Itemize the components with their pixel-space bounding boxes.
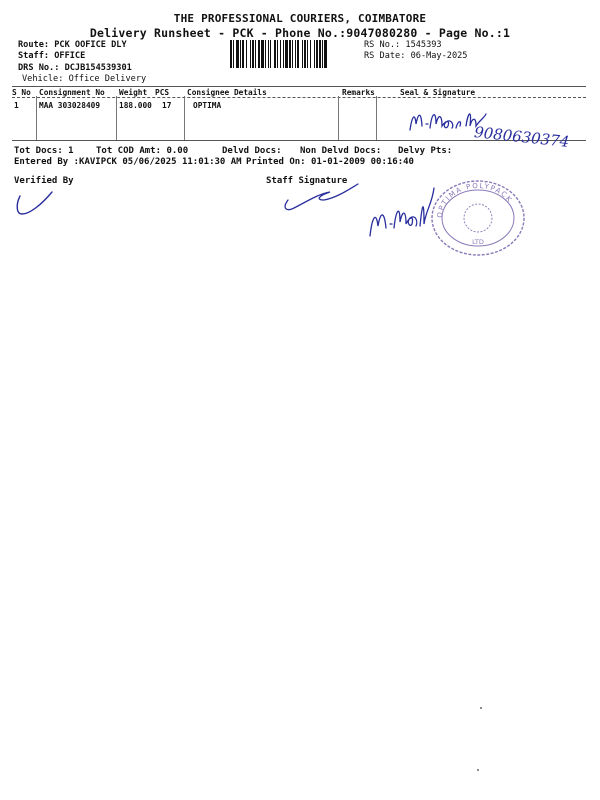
header-consignment-no: Consignment No: [39, 88, 105, 97]
barcode-bar: [233, 40, 234, 68]
stamp-bottom-text: LTD: [472, 238, 484, 246]
header-sno: S No: [12, 88, 31, 97]
barcode-bar: [270, 40, 271, 68]
col-divider: [376, 96, 377, 140]
row-weight: 188.000: [119, 101, 152, 110]
drs-number: DRS No.: DCJB154539301: [18, 63, 132, 73]
barcode-bar: [314, 40, 315, 68]
barcode-bar: [324, 40, 327, 68]
runsheet-title: Delivery Runsheet - PCK - Phone No.:9047080280 - Page No.:1: [89, 26, 511, 40]
staff-signature-mark: [278, 178, 362, 214]
rs-date: RS Date: 06-May-2025: [364, 51, 468, 61]
delivered-docs: Delvd Docs:: [222, 146, 282, 156]
barcode-bar: [240, 40, 241, 68]
stamp-outer-text: OPTIMA POLYPACK: [435, 181, 515, 219]
barcode-bar: [277, 40, 278, 68]
scan-speck: [477, 769, 479, 771]
barcode-bar: [319, 40, 321, 68]
barcode-bar: [283, 40, 284, 68]
barcode-bar: [292, 40, 293, 68]
header-seal-signature: Seal & Signature: [400, 88, 476, 97]
barcode-bar: [295, 40, 296, 68]
staff-line: Staff: OFFICE: [18, 51, 86, 61]
printed-on: Printed On: 01-01-2009 00:16:40: [246, 157, 414, 167]
barcode-bar: [304, 40, 306, 68]
entered-by: Entered By :KAVIPCK 05/06/2025 11:01:30 AM: [14, 157, 242, 167]
delivery-points: Delvy Pts:: [398, 146, 453, 156]
table-top-rule: [12, 86, 586, 87]
stamp-signature: [366, 186, 436, 242]
barcode-bar: [307, 40, 308, 68]
scan-speck: [480, 707, 482, 709]
barcode-bar: [261, 40, 264, 68]
col-divider: [184, 96, 185, 140]
barcode-bar: [316, 40, 318, 68]
barcode-bar: [246, 40, 247, 68]
barcode-bar: [265, 40, 266, 68]
rs-number: RS No.: 1545393: [364, 40, 442, 50]
verified-by-label: Verified By: [14, 176, 74, 186]
row-sno: 1: [14, 101, 19, 110]
non-delivered-docs: Non Delvd Docs:: [300, 146, 382, 156]
company-title: THE PROFESSIONAL COURIERS, COIMBATORE: [173, 12, 427, 25]
barcode-bar: [258, 40, 260, 68]
barcode-bar: [289, 40, 291, 68]
total-cod-amount: Tot COD Amt: 0.00: [96, 146, 189, 156]
barcode-bar: [252, 40, 254, 68]
header-remarks: Remarks: [342, 88, 375, 97]
total-docs: Tot Docs: 1: [14, 146, 74, 156]
route-line: Route: PCK OOFICE DLY: [18, 40, 127, 50]
header-weight: Weight: [119, 88, 148, 97]
barcode-bar: [268, 40, 269, 68]
barcode-bar: [302, 40, 303, 68]
barcode-bar: [242, 40, 244, 68]
barcode-bar: [230, 40, 232, 68]
barcode-bar: [310, 40, 311, 68]
barcode-bar: [236, 40, 239, 68]
col-divider: [116, 96, 117, 140]
barcode-bar: [285, 40, 288, 68]
barcode-bar: [255, 40, 256, 68]
header-consignee-details: Consignee Details: [187, 88, 267, 97]
barcode-bar: [280, 40, 281, 68]
col-divider: [338, 96, 339, 140]
barcode: [230, 40, 358, 68]
stamp-graphic: [428, 178, 528, 258]
vehicle-line: Vehicle: Office Delivery: [22, 74, 147, 84]
barcode-bar: [274, 40, 276, 68]
table-header-rule: [12, 97, 586, 98]
row-pcs: 17: [162, 101, 172, 110]
staff-signature-label: Staff Signature: [266, 176, 348, 186]
row-consignee: OPTIMA: [193, 101, 222, 110]
company-stamp: [428, 178, 528, 258]
header-pcs: PCS: [155, 88, 170, 97]
row-consignment-no: MAA 303028409: [39, 101, 101, 110]
verified-by-signature: [14, 186, 58, 220]
barcode-bar: [250, 40, 251, 68]
handwritten-phone: 9080630374: [473, 123, 571, 151]
barcode-bar: [297, 40, 299, 68]
barcode-bar: [322, 40, 323, 68]
col-divider: [36, 96, 37, 140]
